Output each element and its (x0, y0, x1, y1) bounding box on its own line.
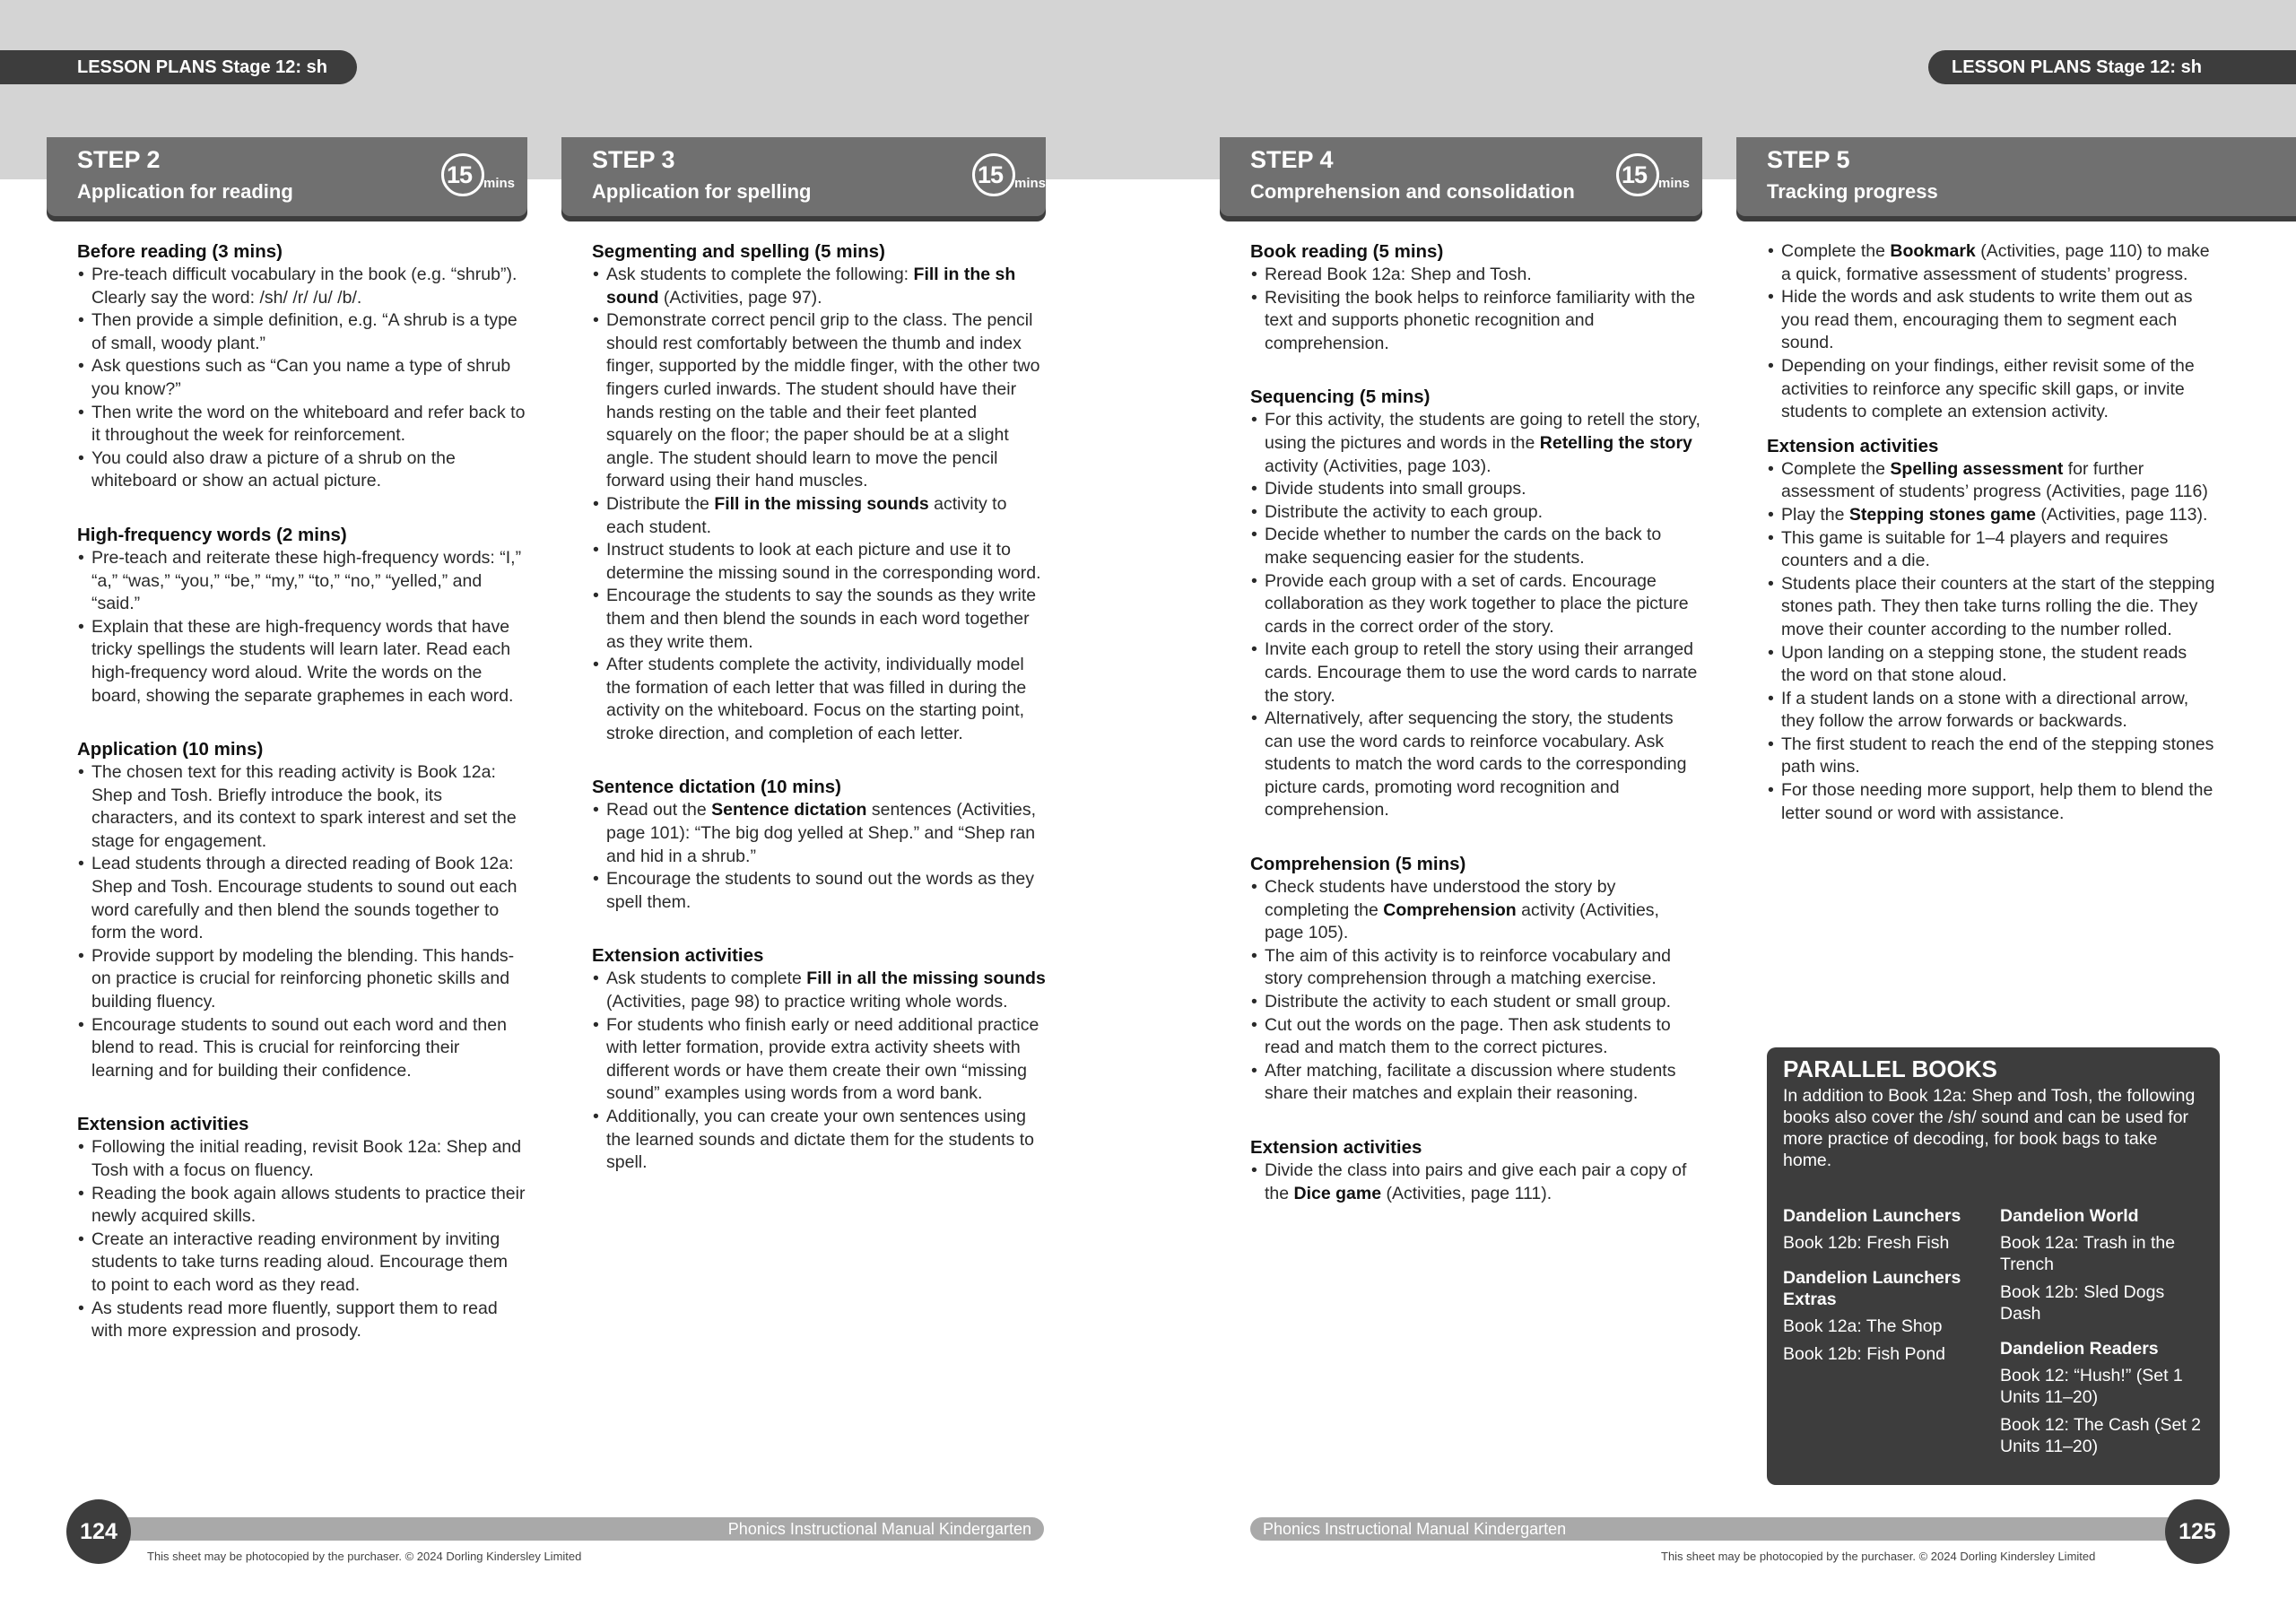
list-item: • Create an interactive reading environment by inviting students to take turns reading aloud. Encourage them to point to each word as they read. (77, 1229, 526, 1298)
book-title: Book 12: “Hush!” (Set 1 Units 11–20) (2000, 1366, 2183, 1407)
step5-label: STEP 5 (1767, 146, 1850, 173)
timer-number: 15 (447, 161, 473, 188)
right-page-number: 125 (2165, 1499, 2230, 1564)
list-item: • Demonstrate correct pencil grip to the class. The pencil should rest comfortably between the thumb and index finger, supported by the middle finger, with the other two fingers curled inwards. The student should have their hands resting on the table and their feet planted squarely on the floor; the paper should be at a slight angle. The student should learn to move the pencil forward using their hand muscles. (592, 309, 1046, 493)
parallel-books-left-column (1783, 1205, 1991, 1371)
list-item: • Read out the Sentence dictation sentences (Activities, page 101): “The big dog yelled at Shep.” and “Shep ran and hid in a shrub.” (592, 799, 1046, 868)
timer-icon (972, 153, 1047, 196)
book-title: Book 12b: Fish Pond (1783, 1344, 1946, 1364)
list-item: • After matching, facilitate a discussion where students share their matches and explain their reasoning. (1250, 1060, 1702, 1106)
step4-title: Comprehension and consolidation (1250, 180, 1575, 203)
list-item: • Encourage the students to sound out the words as they spell them. (592, 868, 1046, 914)
step2-header (47, 137, 527, 216)
list-item: • For students who finish early or need additional practice with letter formation, provide extra activity sheets with different words or have them create their own “missing sound” examples using words from a word bank. (592, 1014, 1046, 1106)
section-heading: Sentence dictation (10 mins) (592, 777, 841, 798)
list-item: • Revisiting the book helps to reinforce familiarity with the text and supports phonetic recognition and comprehension. (1250, 287, 1702, 356)
timer-number: 15 (978, 161, 1004, 188)
parallel-books-intro: In addition to Book 12a: Shep and Tosh, the following books also cover the /sh/ sound and can be used for more practice of decoding, for book bags to take home. (1783, 1086, 2196, 1170)
timer-unit: mins (1014, 176, 1047, 191)
series-heading: Dandelion Launchers (1783, 1206, 1961, 1226)
list-item: • The aim of this activity is to reinforce vocabulary and story comprehension through a matching exercise. (1250, 945, 1702, 991)
timer-number: 15 (1622, 161, 1648, 188)
list-item: • Upon landing on a stepping stone, the student reads the word on that stone aloud. (1767, 642, 2215, 688)
bullet-list (77, 264, 526, 493)
list-item: • Invite each group to retell the story using their arranged cards. Encourage them to use the word cards to narrate the story. (1250, 638, 1702, 708)
section-heading: Book reading (5 mins) (1250, 241, 1444, 262)
list-item: • Reread Book 12a: Shep and Tosh. (1250, 264, 1702, 287)
book-title: Book 12: The Cash (Set 2 Units 11–20) (2000, 1415, 2202, 1456)
right-running-header: LESSON PLANS Stage 12: sh (1928, 50, 2296, 84)
list-item: • Distribute the activity to each student or small group. (1250, 991, 1702, 1014)
step3-label: STEP 3 (592, 146, 675, 173)
list-item: • For this activity, the students are going to retell the story, using the pictures and words in the Retelling the story activity (Activities, page 103). (1250, 409, 1702, 478)
list-item: • Pre-teach difficult vocabulary in the book (e.g. “shrub”). Clearly say the word: /sh/ /r/ /u/ /b/. (77, 264, 526, 309)
list-item: • For those needing more support, help them to blend the letter sound or word with assistance. (1767, 779, 2215, 825)
book-title: Book 12a: The Shop (1783, 1316, 1943, 1336)
list-item: • Reading the book again allows students to practice their newly acquired skills. (77, 1183, 526, 1229)
step3-column (592, 240, 1046, 1185)
step3-title: Application for spelling (592, 180, 812, 203)
book-title: Book 12a: Trash in the Trench (2000, 1233, 2176, 1274)
step5-column (1767, 240, 2215, 836)
list-item: • Complete the Bookmark (Activities, page 110) to make a quick, formative assessment of students’ progress. (1767, 240, 2215, 286)
section-heading: Extension activities (592, 945, 764, 967)
list-item: • Divide the class into pairs and give each pair a copy of the Dice game (Activities, page 111). (1250, 1159, 1702, 1205)
step2-label: STEP 2 (77, 146, 161, 173)
list-item: • The first student to reach the end of the stepping stones path wins. (1767, 734, 2215, 779)
bullet-list (1250, 1159, 1702, 1205)
bullet-list (592, 264, 1046, 745)
list-item: • Provide support by modeling the blending. This hands-on practice is crucial for reinforcing phonetic skills and building fluency. (77, 945, 526, 1014)
list-item: • Hide the words and ask students to write them out as you read them, encouraging them to segment each sound. (1767, 286, 2215, 355)
parallel-books-box (1767, 1047, 2220, 1485)
list-item: • Additionally, you can create your own sentences using the learned sounds and dictate them for the students to spell. (592, 1106, 1046, 1175)
step3-header (561, 137, 1046, 216)
section-heading: Before reading (3 mins) (77, 241, 283, 262)
list-item: • Students place their counters at the start of the stepping stones path. They then take turns rolling the die. They move their counter according to the number rolled. (1767, 573, 2215, 642)
step2-title: Application for reading (77, 180, 293, 203)
book-title: Book 12b: Sled Dogs Dash (2000, 1282, 2165, 1324)
step4-header (1220, 137, 1702, 216)
list-item: • Cut out the words on the page. Then ask students to read and match them to the correct pictures. (1250, 1014, 1702, 1060)
list-item: • Alternatively, after sequencing the story, the students can use the word cards to reinforce vocabulary. Ask students to match the word cards to the corresponding picture cards, promoting word recognition and comprehension. (1250, 708, 1702, 822)
list-item: • Lead students through a directed reading of Book 12a: Shep and Tosh. Encourage students to sound out each word carefully and then blend the sounds together to form the word. (77, 853, 526, 944)
list-item: • Play the Stepping stones game (Activities, page 113). (1767, 504, 2215, 527)
list-item: • Pre-teach and reiterate these high-frequency words: “I,” “a,” “was,” “you,” “be,” “my,” “to,” “no,” “yelled,” and “said.” (77, 547, 526, 616)
section-heading: High-frequency words (2 mins) (77, 524, 347, 545)
section-heading: Sequencing (5 mins) (1250, 386, 1431, 408)
step4-label: STEP 4 (1250, 146, 1334, 173)
right-footer-bar: Phonics Instructional Manual Kindergarten (1250, 1517, 2183, 1541)
list-item: • Decide whether to number the cards on the back to make sequencing easier for the students. (1250, 524, 1702, 569)
section-heading: Application (10 mins) (77, 739, 264, 760)
list-item: • Ask students to complete Fill in all the missing sounds (Activities, page 98) to practice writing whole words. (592, 968, 1046, 1013)
list-item: • Following the initial reading, revisit Book 12a: Shep and Tosh with a focus on fluency. (77, 1136, 526, 1182)
bullet-list (1767, 240, 2215, 424)
list-item: • Then provide a simple definition, e.g. “A shrub is a type of small, woody plant.” (77, 309, 526, 355)
list-item: • You could also draw a picture of a shrub on the whiteboard or show an actual picture. (77, 447, 526, 493)
left-footer-bar: Phonics Instructional Manual Kindergarten (90, 1517, 1044, 1541)
step5-header (1736, 137, 2296, 216)
parallel-books-title: PARALLEL BOOKS (1783, 1055, 1997, 1082)
list-item: • Encourage students to sound out each word and then blend to read. This is crucial for reinforcing their learning and for building their confidence. (77, 1014, 526, 1083)
bullet-list (592, 799, 1046, 914)
bullet-list (77, 1136, 526, 1342)
bullet-list (77, 547, 526, 708)
left-copyright: This sheet may be photocopied by the purchaser. © 2024 Dorling Kindersley Limited (147, 1550, 582, 1563)
bullet-list (1250, 876, 1702, 1106)
bullet-list (1250, 264, 1702, 355)
series-heading: Dandelion World (2000, 1206, 2139, 1226)
list-item: • Encourage the students to say the sounds as they write them and then blend the sounds in each word together as they write them. (592, 585, 1046, 654)
timer-unit: mins (483, 176, 516, 191)
list-item: • Instruct students to look at each picture and use it to determine the missing sound in the corresponding word. (592, 539, 1046, 585)
list-item: • Distribute the activity to each group. (1250, 501, 1702, 525)
list-item: • Check students have understood the story by completing the Comprehension activity (Activities, page 105). (1250, 876, 1702, 945)
bullet-list (1767, 458, 2215, 826)
step4-column (1250, 240, 1702, 1216)
list-item: • Distribute the Fill in the missing sounds activity to each student. (592, 493, 1046, 539)
timer-icon (1616, 153, 1691, 196)
series-heading: Dandelion Readers (2000, 1339, 2159, 1359)
list-item: • Ask students to complete the following: Fill in the sh sound (Activities, page 97). (592, 264, 1046, 309)
right-copyright: This sheet may be photocopied by the purchaser. © 2024 Dorling Kindersley Limited (1661, 1550, 2096, 1563)
left-running-header: LESSON PLANS Stage 12: sh (0, 50, 357, 84)
series-heading: Dandelion Launchers Extras (1783, 1268, 1961, 1309)
list-item: • Complete the Spelling assessment for further assessment of students’ progress (Activities, page 116) (1767, 458, 2215, 504)
list-item: • As students read more fluently, support them to read with more expression and prosody. (77, 1298, 526, 1343)
section-heading: Extension activities (1767, 435, 1939, 456)
bullet-list (592, 968, 1046, 1174)
list-item: • Divide students into small groups. (1250, 478, 1702, 501)
list-item: • If a student lands on a stone with a directional arrow, they follow the arrow forwards or backwards. (1767, 688, 2215, 734)
list-item: • Explain that these are high-frequency words that have tricky spellings the students will learn later. Read each high-frequency word aloud. Write the words on the board, showing the separate graphemes in each word. (77, 616, 526, 708)
timer-unit: mins (1658, 176, 1691, 191)
list-item: • Then write the word on the whiteboard and refer back to it throughout the week for reinforcement. (77, 402, 526, 447)
book-title: Book 12b: Fresh Fish (1783, 1233, 1950, 1253)
list-item: • The chosen text for this reading activity is Book 12a: Shep and Tosh. Briefly introduce the book, its characters, and its context to spark interest and set the stage for engagement. (77, 761, 526, 853)
left-page-number: 124 (66, 1499, 131, 1564)
step5-title: Tracking progress (1767, 180, 1938, 203)
section-heading: Segmenting and spelling (5 mins) (592, 241, 885, 262)
list-item: • This game is suitable for 1–4 players and requires counters and a die. (1767, 527, 2215, 573)
bullet-list (1250, 409, 1702, 822)
list-item: • Provide each group with a set of cards. Encourage collaboration as they work together to place the picture cards in the correct order of the story. (1250, 570, 1702, 639)
bullet-list (77, 761, 526, 1082)
step2-column (77, 240, 526, 1354)
section-heading: Extension activities (1250, 1137, 1422, 1158)
parallel-books-right-column (2000, 1205, 2208, 1463)
list-item: • Ask questions such as “Can you name a type of shrub you know?” (77, 355, 526, 401)
section-heading: Extension activities (77, 1114, 249, 1135)
list-item: • After students complete the activity, individually model the formation of each letter that was filled in during the activity on the whiteboard. Focus on the starting point, stroke direction, and completion of each letter. (592, 654, 1046, 745)
list-item: • Depending on your findings, either revisit some of the activities to reinforce any specific skill gaps, or invite students to complete an extension activity. (1767, 355, 2215, 424)
section-heading: Comprehension (5 mins) (1250, 854, 1466, 875)
timer-icon (441, 153, 516, 196)
